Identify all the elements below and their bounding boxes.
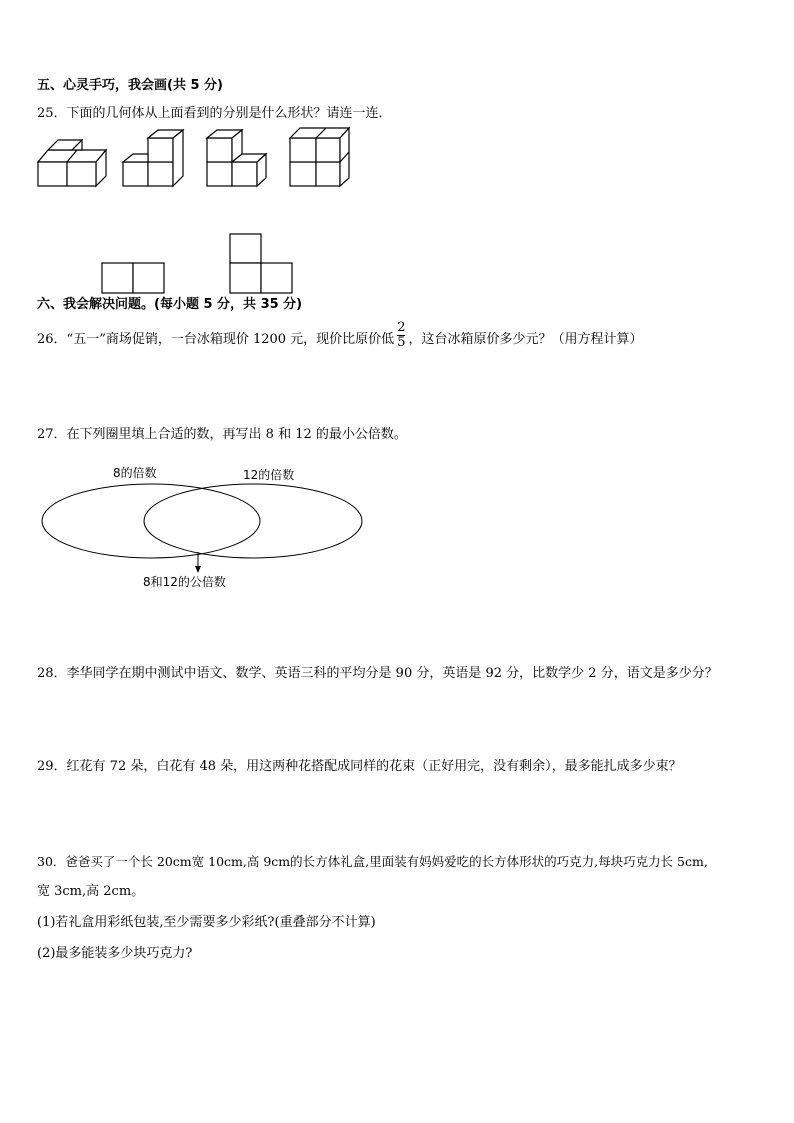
question-29: 29．红花有 72 朵，白花有 48 朵，用这两种花搭配成同样的花束（正好用完，没有剩余），最多能扎成多少束？: [37, 759, 682, 774]
venn-right-ellipse: [144, 484, 362, 558]
venn-arrow-head: [195, 566, 201, 573]
q26-text-after: ，这台冰箱原价多少元？（用方程计算）: [408, 332, 643, 347]
venn-right-label: 12的倍数: [243, 468, 295, 482]
top-view-1: [102, 263, 164, 293]
question-30-sub-1: (1)若礼盒用彩纸包装,至少需要多少彩纸?(重叠部分不计算): [37, 915, 376, 930]
solid-1: [38, 140, 106, 186]
fraction-two-fifths: [397, 321, 405, 350]
question-28: 28．李华同学在期中测试中语文、数学、英语三科的平均分是 90 分，英语是 92 分，比数学少 2 分，语文是多少分？: [37, 666, 718, 681]
venn-diagram: [0, 455, 400, 595]
venn-common-label: 8和12的公倍数: [143, 575, 226, 589]
question-30-line-1: 30．爸爸买了一个长 20cm宽 10cm,高 9cm的长方体礼盒,里面装有妈妈爱吃的长方体形状的巧克力,每块巧克力长 5cm,: [37, 854, 708, 869]
solid-3: [207, 130, 266, 186]
fraction-numerator: 2: [397, 320, 406, 335]
top-view-2: [230, 234, 292, 293]
solid-2: [123, 130, 183, 186]
question-27: 27．在下列圈里填上合适的数，再写出 8 和 12 的最小公倍数。: [37, 427, 407, 442]
section-heading-5: 五、心灵手巧，我会画(共 5 分): [37, 78, 223, 93]
venn-left-label: 8的倍数: [113, 466, 157, 480]
fraction-denominator: 5: [397, 335, 406, 350]
q26-text-before: 26．“五一”商场促销，一台冰箱现价 1200 元，现价比原价低: [37, 332, 395, 347]
question-30-sub-2: (2)最多能装多少块巧克力?: [37, 946, 193, 961]
solid-4: [290, 128, 349, 186]
question-30-line-2: 宽 3cm,高 2cm。: [37, 884, 145, 899]
question-25: 25．下面的几何体从上面看到的分别是什么形状？请连一连．: [37, 106, 392, 121]
venn-left-ellipse: [42, 484, 260, 558]
question-26: [37, 320, 643, 359]
cube-solids-figure: [0, 0, 794, 300]
section-heading-6: 六、我会解决问题。(每小题 5 分，共 35 分): [37, 297, 303, 312]
